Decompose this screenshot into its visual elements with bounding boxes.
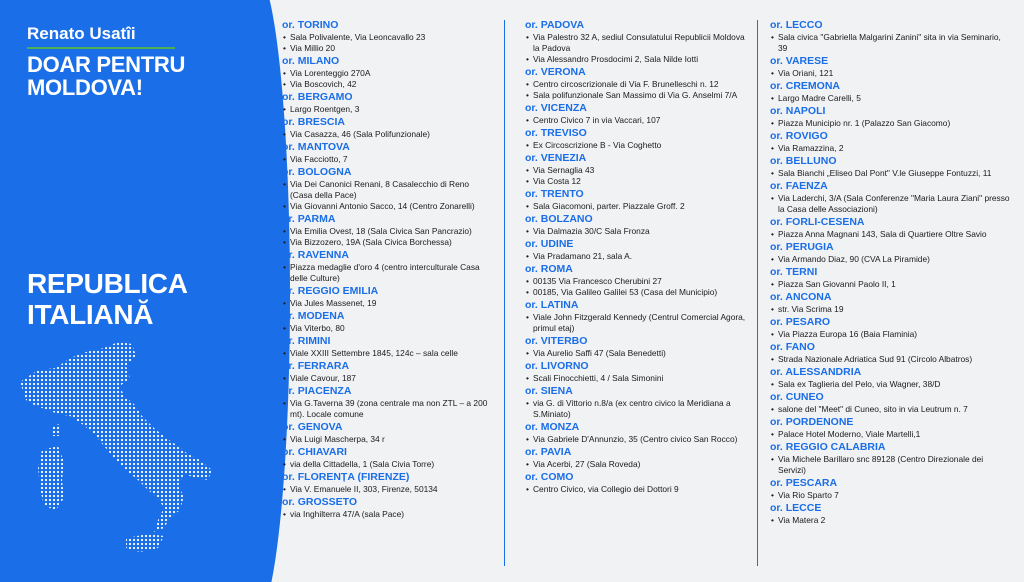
city-heading: or. FLORENȚA (FIRENZE) [282,471,410,483]
address-item: • Strada Nazionale Adriatica Sud 91 (Circolo Albatros) [770,354,1010,365]
city-heading: or. REGGIO CALABRIA [770,441,886,453]
city-heading: or. PORDENONE [770,416,854,428]
city-heading: or. VENEZIA [525,152,587,164]
panel-curve-inner [220,0,290,582]
address-item: • Via Pradamano 21, sala A. [525,251,750,262]
city-heading: or. LIVORNO [525,360,589,372]
city-heading: or. MODENA [282,310,345,322]
address-item: • Via Giovanni Antonio Sacco, 14 (Centro Zonarelli) [282,201,492,212]
city-heading: or. PESARO [770,316,831,328]
city-heading: or. MANTOVA [282,141,350,153]
column-divider [504,20,505,566]
address-item: • Via Laderchi, 3/A (Sala Conferenze "Maria Laura Ziani" presso la Casa delle Associazioni) [770,193,1010,215]
address-item: • Viale XXIII Settembre 1845, 124c – sala celle [282,348,492,359]
address-item: • Via G.Taverna 39 (zona centrale ma non ZTL – a 200 mt). Locale comune [282,398,492,420]
address-item: • Centro Civico 7 in via Vaccari, 107 [525,115,750,126]
address-item: • via della Cittadella, 1 (Sala Civia Torre) [282,459,492,470]
slogan-line-2: MOLDOVA! [27,75,143,100]
address-item: • Via Boscovich, 42 [282,79,492,90]
address-item: • Via Costa 12 [525,176,750,187]
column-divider [757,20,758,566]
city-heading: or. PAVIA [525,446,572,458]
address-item: • via Inghilterra 47/A (sala Pace) [282,509,492,520]
address-item: • Via Sernaglia 43 [525,165,750,176]
city-heading: or. VITERBO [525,335,588,347]
city-heading: or. PIACENZA [282,385,352,397]
address-item: • Via V. Emanuele II, 303, Firenze, 50134 [282,484,492,495]
address-item: • Piazza San Giovanni Paolo II, 1 [770,279,1010,290]
locations-column [525,18,750,495]
city-heading: or. PARMA [282,213,336,225]
address-item: • Via Armando Diaz, 90 (CVA La Piramide) [770,254,1010,265]
city-heading: or. VARESE [770,55,829,67]
slogan [27,53,185,99]
address-item: • Via Rio Sparto 7 [770,490,1010,501]
address-item: • Via Acerbi, 27 (Sala Roveda) [525,459,750,470]
address-item: • Via Matera 2 [770,515,1010,526]
city-heading: or. RIMINI [282,335,331,347]
address-item: • Largo Madre Carelli, 5 [770,93,1010,104]
address-item: • Sala ex Taglieria del Pelo, via Wagner, 38/D [770,379,1010,390]
address-item: • Via Alessandro Prosdocimi 2, Sala Nilde Iotti [525,54,750,65]
address-item: • Via Luigi Mascherpa, 34 r [282,434,492,445]
city-heading: or. GROSSETO [282,496,358,508]
city-heading: or. PERUGIA [770,241,834,253]
address-item: • Palace Hotel Moderno, Viale Martelli,1 [770,429,1010,440]
locations-column [282,18,492,520]
address-item: • Viale Cavour, 187 [282,373,492,384]
name-underline [27,47,175,49]
city-heading: or. TREVISO [525,127,587,139]
address-item: • Via Piazza Europa 16 (Baia Flaminia) [770,329,1010,340]
city-heading: or. LECCO [770,19,823,31]
address-item: • Piazza medaglie d'oro 4 (centro interculturale Casa delle Culture) [282,262,492,284]
city-heading: or. UDINE [525,238,574,250]
address-item: • Via Oriani, 121 [770,68,1010,79]
address-item: • Via Gabriele D'Annunzio, 35 (Centro civico San Rocco) [525,434,750,445]
city-heading: or. COMO [525,471,574,483]
slogan-line-1: DOAR PENTRU [27,52,186,77]
city-heading: or. CREMONA [770,80,841,92]
locations-column [770,18,1010,526]
address-item: • Sala Bianchi „Eliseo Dal Pont" V.le Giuseppe Fontuzzi, 11 [770,168,1010,179]
city-heading: or. BELLUNO [770,155,837,167]
country-line-2: ITALIANĂ [27,299,154,330]
city-heading: or. ROMA [525,263,573,275]
address-item: • Via Facciotto, 7 [282,154,492,165]
address-item: • Centro Civico, via Collegio dei Dottori 9 [525,484,750,495]
address-item: • Sala civica "Gabriella Malgarini Zanini" sita in via Seminario, 39 [770,32,1010,54]
address-item: • Largo Roentgen, 3 [282,104,492,115]
address-item: • Sala polifunzionale San Massimo di Via G. Anselmi 7/A [525,90,750,101]
address-item: • Via Michele Barillaro snc 89128 (Centro Direzionale dei Servizi) [770,454,1010,476]
city-heading: or. ROVIGO [770,130,828,142]
address-item: • Via Viterbo, 80 [282,323,492,334]
city-heading: or. BERGAMO [282,91,353,103]
address-item: • Via Dei Canonici Renani, 8 Casalecchio di Reno (Casa della Pace) [282,179,492,201]
city-heading: or. NAPOLI [770,105,826,117]
address-item: • Via Palestro 32 A, sediul Consulatului Republicii Moldova la Padova [525,32,750,54]
italy-dotted-map-icon [8,330,228,570]
city-heading: or. MONZA [525,421,580,433]
city-heading: or. TERNI [770,266,818,278]
address-item: • Via Ramazzina, 2 [770,143,1010,154]
city-heading: or. SIENA [525,385,573,397]
country-line-1: REPUBLICA [27,268,188,299]
address-item: • Ex Circoscrizione B - Via Coghetto [525,140,750,151]
address-item: • Via Aurelio Saffi 47 (Sala Benedetti) [525,348,750,359]
city-heading: or. BOLOGNA [282,166,352,178]
city-heading: or. CUNEO [770,391,824,403]
country-title [27,268,188,330]
city-heading: or. TORINO [282,19,339,31]
city-heading: or. GENOVA [282,421,343,433]
address-item: • Piazza Anna Magnani 143, Sala di Quartiere Oltre Savio [770,229,1010,240]
name-title: Renato Usatîi [27,24,136,43]
address-item: • Via Casazza, 46 (Sala Polifunzionale) [282,129,492,140]
address-item: • 00185, Via Galileo Galilei 53 (Casa del Municipio) [525,287,750,298]
city-heading: or. FORLI-CESENA [770,216,865,228]
address-item: • salone del "Meet" di Cuneo, sito in via Leutrum n. 7 [770,404,1010,415]
city-heading: or. LATINA [525,299,579,311]
address-item: • Via Emilia Ovest, 18 (Sala Civica San Pancrazio) [282,226,492,237]
city-heading: or. CHIAVARI [282,446,347,458]
city-heading: or. FERRARA [282,360,350,372]
city-heading: or. PESCARA [770,477,838,489]
city-heading: or. TRENTO [525,188,584,200]
city-heading: or. FANO [770,341,815,353]
address-item: • Via Lorenteggio 270A [282,68,492,79]
address-item: • Via Dalmazia 30/C Sala Fronza [525,226,750,237]
city-heading: or. VERONA [525,66,586,78]
city-heading: or. RAVENNA [282,249,349,261]
address-item: • str. Via Scrima 19 [770,304,1010,315]
address-item: • 00135 Via Francesco Cherubini 27 [525,276,750,287]
city-heading: or. BOLZANO [525,213,593,225]
address-item: • Centro circoscrizionale di Via F. Brunelleschi n. 12 [525,79,750,90]
address-item: • Via Bizzozero, 19A (Sala Civica Borchessa) [282,237,492,248]
address-item: • Via Jules Massenet, 19 [282,298,492,309]
city-heading: or. PADOVA [525,19,585,31]
address-item: • via G. di Vittorio n.8/a (ex centro civico la Meridiana a S.Miniato) [525,398,750,420]
city-heading: or. ANCONA [770,291,832,303]
address-item: • Scali Finocchietti, 4 / Sala Simonini [525,373,750,384]
city-heading: or. VICENZA [525,102,587,114]
city-heading: or. ALESSANDRIA [770,366,862,378]
city-heading: or. REGGIO EMILIA [282,285,379,297]
address-item: • Piazza Municipio nr. 1 (Palazzo San Giacomo) [770,118,1010,129]
city-heading: or. LECCE [770,502,822,514]
address-item: • Sala Polivalente, Via Leoncavallo 23 [282,32,492,43]
address-item: • Via Millio 20 [282,43,492,54]
address-item: • Viale John Fitzgerald Kennedy (Centrul Comercial Agora, primul etaj) [525,312,750,334]
city-heading: or. BRESCIA [282,116,346,128]
city-heading: or. MILANO [282,55,340,67]
address-item: • Sala Giacomoni, parter. Piazzale Groff. 2 [525,201,750,212]
city-heading: or. FAENZA [770,180,828,192]
